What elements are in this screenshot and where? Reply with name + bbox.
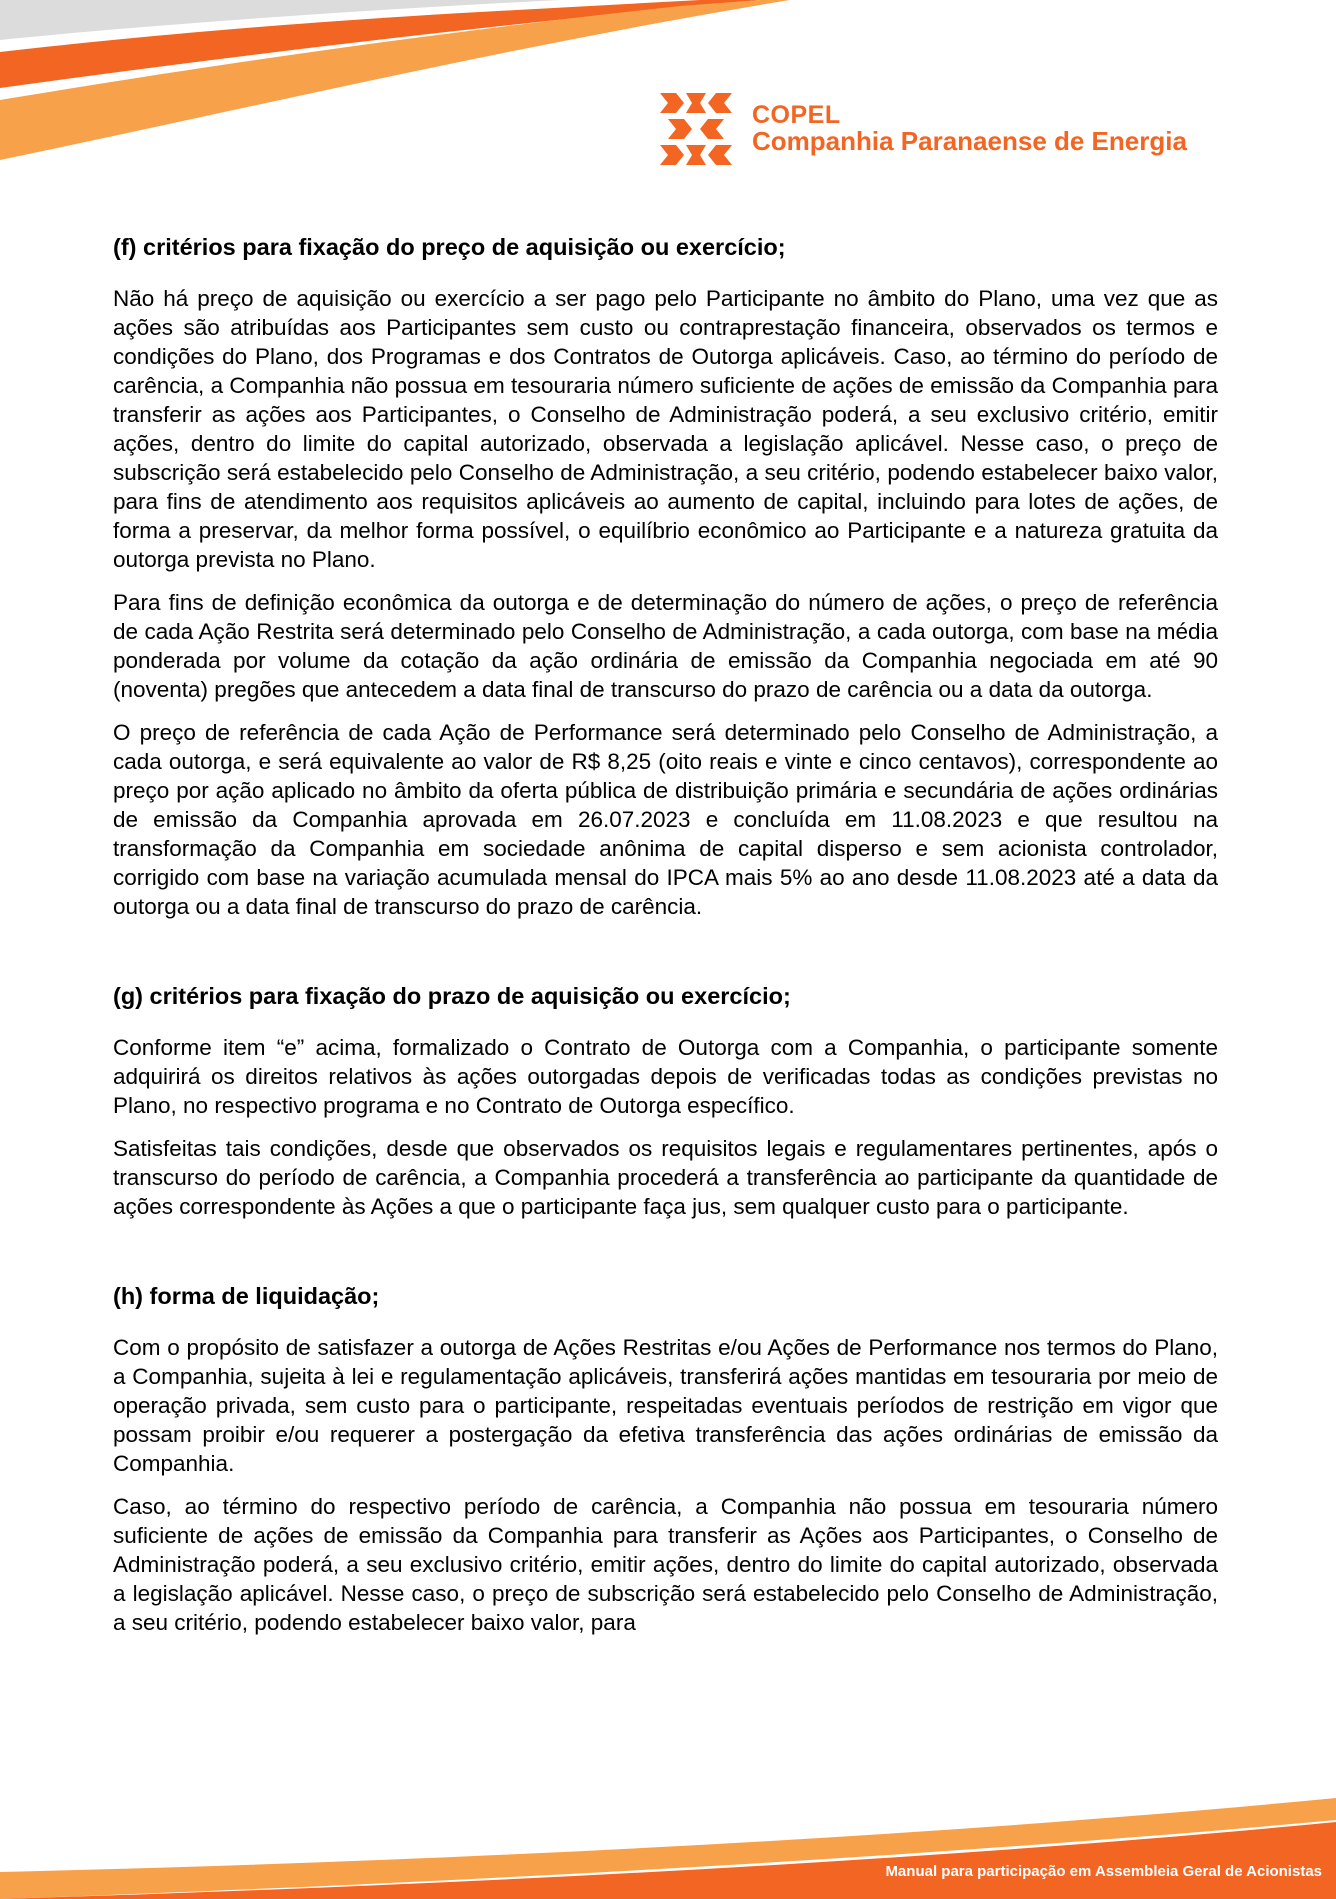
footer-title: Manual para participação em Assembleia Geral de Acionistas: [885, 1863, 1322, 1880]
copel-logo: [660, 93, 1187, 165]
paragraph: O preço de referência de cada Ação de Performance será determinado pelo Conselho de Administração, a cada outorga, e será equivalente ao valor de R$ 8,25 (oito reais e vinte e cinco centavos), correspondente ao preço por ação aplicado no âmbito da oferta pública de distribuição primária e secundária de ações ordinárias de emissão da Companhia aprovada em 26.07.2023 e concluída em 11.08.2023 e que resultou na transformação da Companhia em sociedade anônima de capital disperso e sem acionista controlador, corrigido com base na variação acumulada mensal do IPCA mais 5% ao ano desde 11.08.2023 até a data da outorga ou a data final de transcurso do prazo de carência.: [113, 720, 1218, 919]
document-body: [113, 232, 1218, 1651]
section-f: [113, 232, 1218, 921]
paragraph: Para fins de definição econômica da outorga e de determinação do número de ações, o preço de referência de cada Ação Restrita será determinado pelo Conselho de Administração, a cada outorga, com base na média ponderada por volume da cotação da ação ordinária de emissão da Companhia negociada em até 90 (noventa) pregões que antecedem a data final de transcurso do prazo de carência ou a data da outorga.: [113, 590, 1218, 702]
copel-logo-text: [752, 102, 1187, 156]
section-heading: (g) critérios para fixação do prazo de aquisição ou exercício;: [113, 983, 791, 1009]
footer-decoration: [0, 1780, 1336, 1899]
section-heading: (h) forma de liquidação;: [113, 1283, 380, 1309]
section-h: [113, 1281, 1218, 1637]
paragraph: Satisfeitas tais condições, desde que observados os requisitos legais e regulamentares pertinentes, após o transcurso do período de carência, a Companhia procederá a transferência ao participante da quantidade de ações correspondente às Ações a que o participante faça jus, sem qualquer custo para o participante.: [113, 1136, 1218, 1219]
paragraph: Não há preço de aquisição ou exercício a ser pago pelo Participante no âmbito do Plano, uma vez que as ações são atribuídas aos Participantes sem custo ou contraprestação financeira, observados os termos e condições do Plano, dos Programas e dos Contratos de Outorga aplicáveis. Caso, ao término do período de carência, a Companhia não possua em tesouraria número suficiente de ações de emissão da Companhia para transferir as ações aos Participantes, o Conselho de Administração poderá, a seu exclusivo critério, emitir ações, dentro do limite do capital autorizado, observada a legislação aplicável. Nesse caso, o preço de subscrição será estabelecido pelo Conselho de Administração, a seu critério, podendo estabelecer baixo valor, para fins de atendimento aos requisitos aplicáveis ao aumento de capital, incluindo para lotes de ações, de forma a preservar, da melhor forma possível, o equilíbrio econômico ao Participante e a natureza gratuita da outorga prevista no Plano.: [113, 286, 1218, 572]
brand-name: COPEL: [752, 101, 841, 130]
brand-full-name: Companhia Paranaense de Energia: [752, 126, 1187, 157]
paragraph: Conforme item “e” acima, formalizado o Contrato de Outorga com a Companhia, o participante somente adquirirá os direitos relativos às ações outorgadas depois de verificadas todas as condições previstas no Plano, no respectivo programa e no Contrato de Outorga específico.: [113, 1035, 1218, 1118]
copel-logo-icon: [660, 93, 732, 165]
paragraph: Com o propósito de satisfazer a outorga de Ações Restritas e/ou Ações de Performance nos termos do Plano, a Companhia, sujeita à lei e regulamentação aplicáveis, transferirá ações mantidas em tesouraria por meio de operação privada, sem custo para o participante, respeitadas eventuais períodos de restrição em vigor que possam proibir e/ou requerer a postergação da efetiva transferência das ações ordinárias de emissão da Companhia.: [113, 1335, 1218, 1476]
paragraph: Caso, ao término do respectivo período de carência, a Companhia não possua em tesouraria número suficiente de ações de emissão da Companhia para transferir as Ações aos Participantes, o Conselho de Administração poderá, a seu exclusivo critério, emitir ações, dentro do limite do capital autorizado, observada a legislação aplicável. Nesse caso, o preço de subscrição será estabelecido pelo Conselho de Administração, a seu critério, podendo estabelecer baixo valor, para: [113, 1494, 1218, 1635]
section-g: [113, 981, 1218, 1221]
section-heading: (f) critérios para fixação do preço de aquisição ou exercício;: [113, 234, 786, 260]
